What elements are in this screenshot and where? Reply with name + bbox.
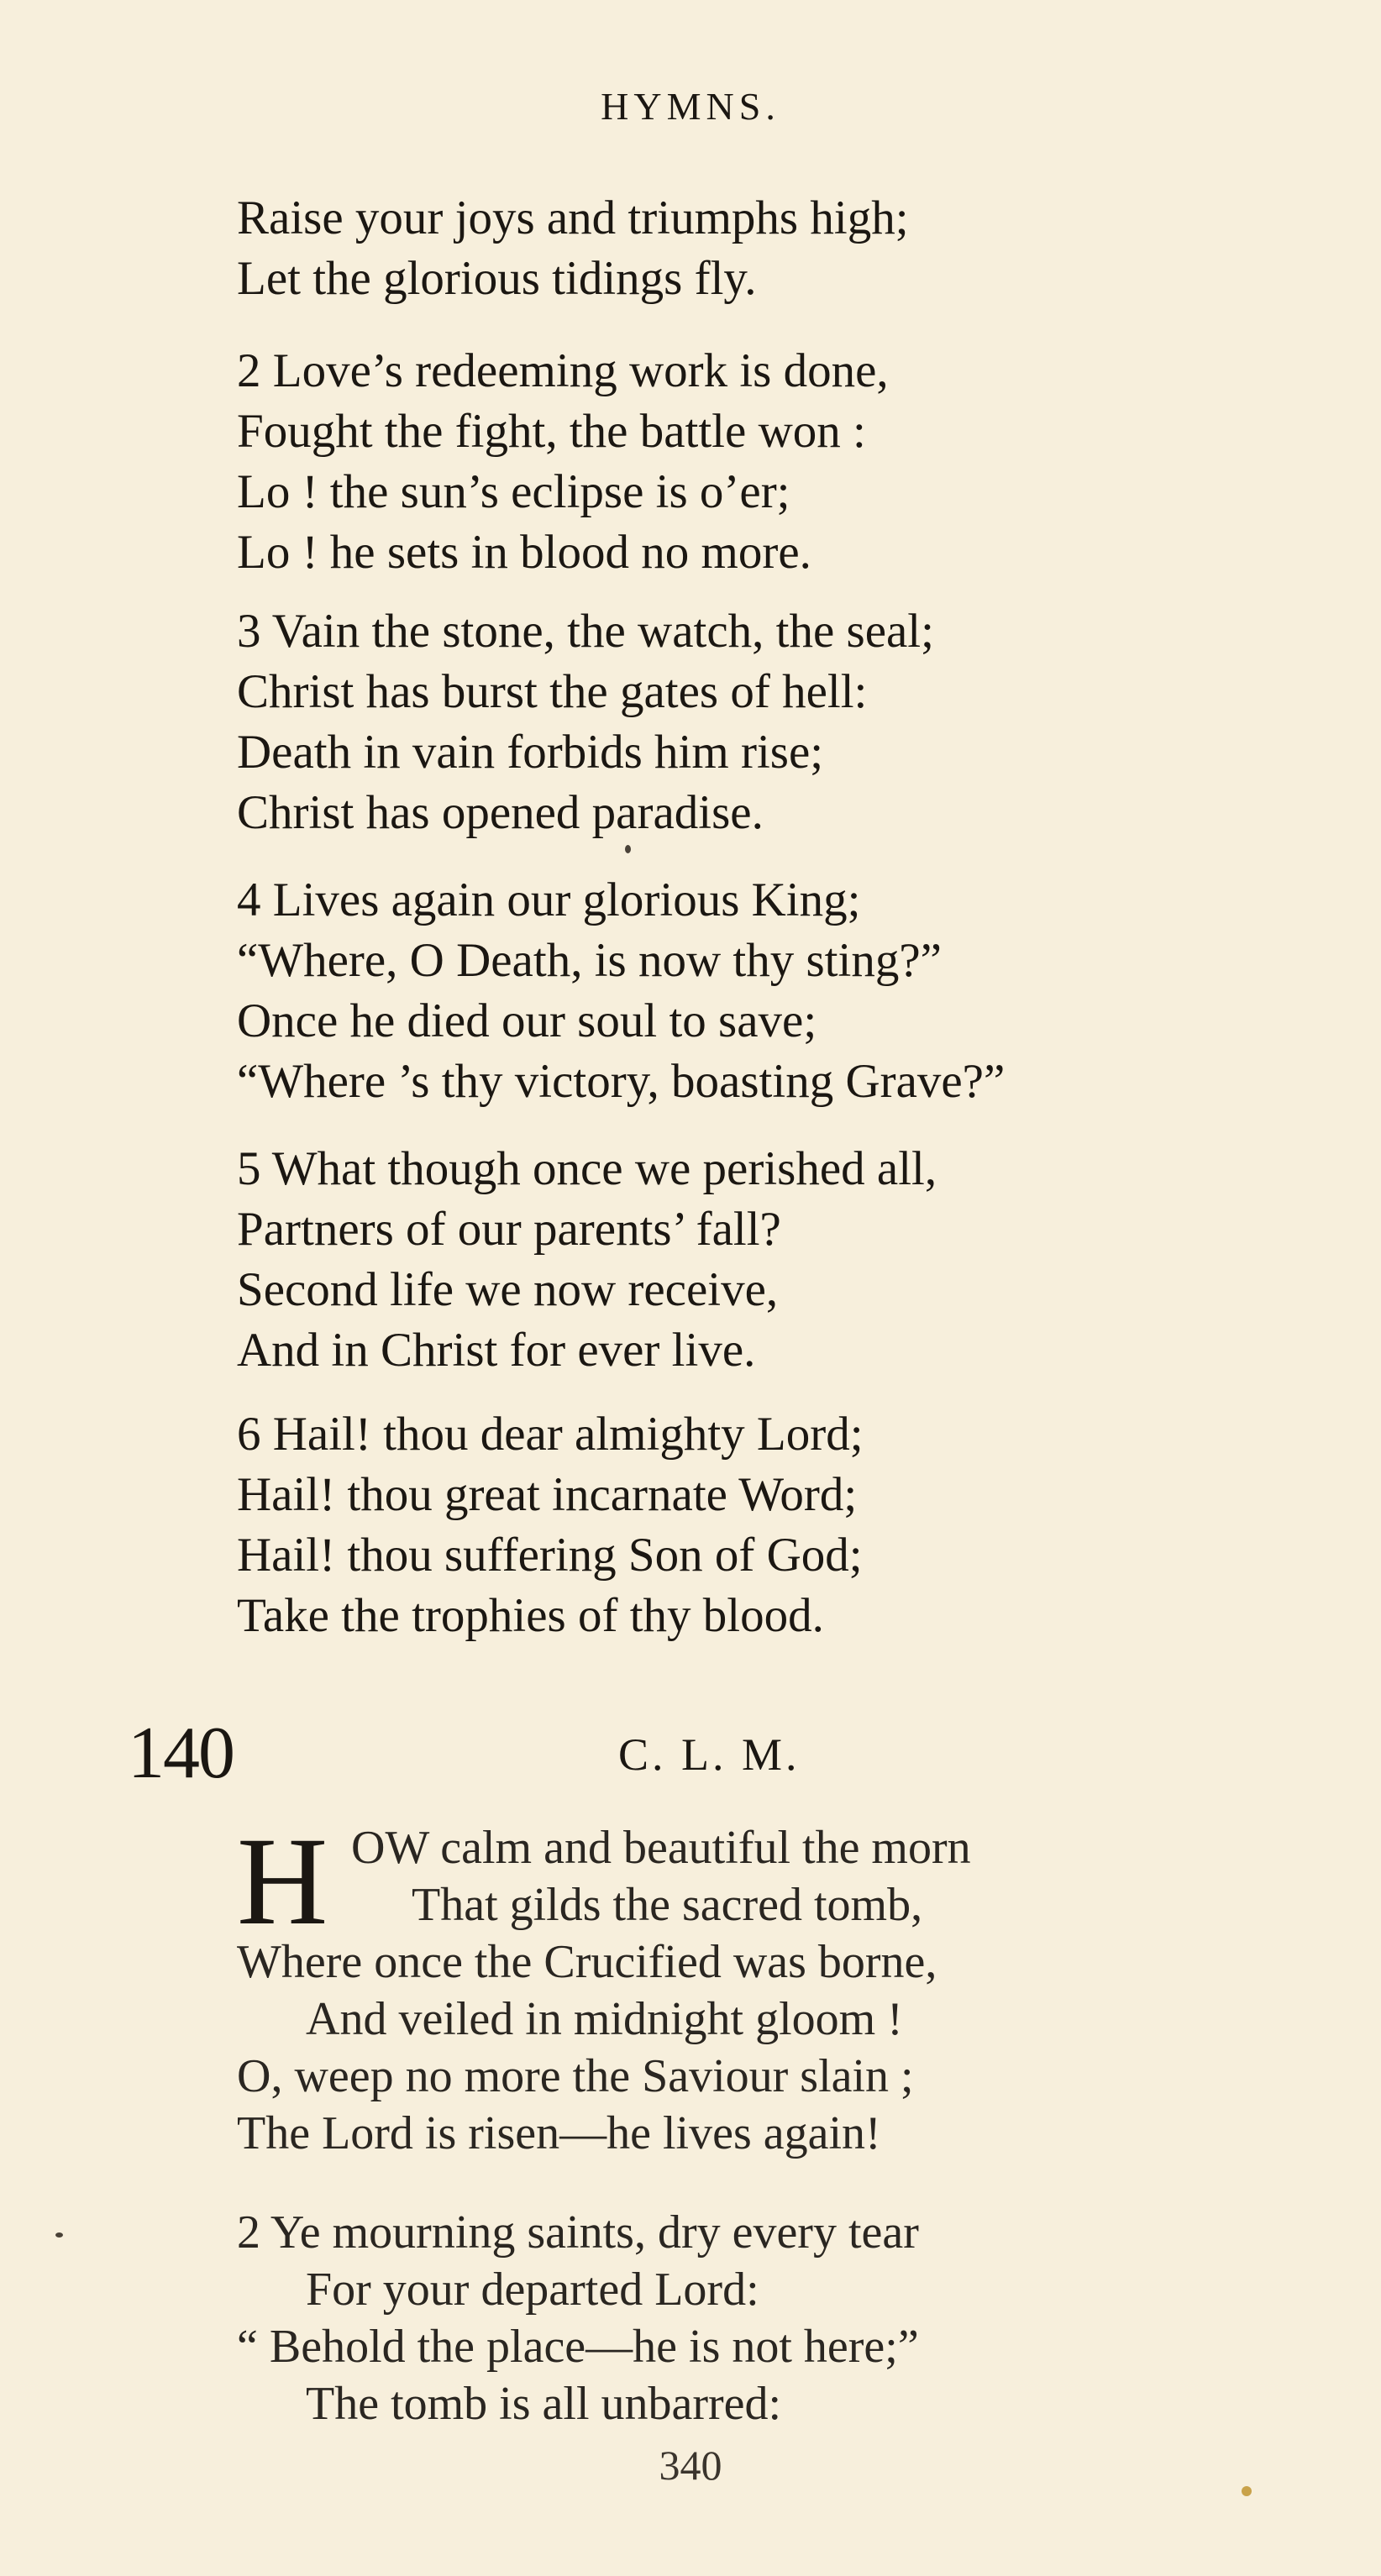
ink-speck [625,845,631,853]
page-number: 340 [659,2442,722,2489]
hymn-number: 140 [128,1713,234,1794]
verse-line: 2 Ye mourning saints, dry every tear [237,2206,919,2259]
stanza-2 [237,341,1329,583]
verse-line: Fought the fight, the battle won : [237,405,866,458]
verse-line: Partners of our parents’ fall? [237,1203,781,1256]
verse-line: 4 Lives again our glorious King; [237,874,861,926]
verse-line: Where once the Crucified was borne, [237,1936,937,1988]
verse-line: And in Christ for ever live. [237,1324,756,1377]
verse-line: O, weep no more the Saviour slain ; [237,2050,914,2102]
verse-line: “Where ’s thy victory, boasting Grave?” [237,1055,1006,1108]
verse-line: “ Behold the place—he is not here;” [237,2321,919,2373]
verse-line: Christ has burst the gates of hell: [237,665,868,718]
verse-line: That gilds the sacred tomb, [412,1879,923,1931]
verse-line: For your departed Lord: [306,2264,759,2316]
stanza-1 [237,188,1329,309]
stanza-4 [237,870,1329,1112]
running-head: HYMNS. [601,85,780,128]
verse-line: Christ has opened paradise. [237,786,764,839]
verse-line: Take the trophies of thy blood. [237,1589,824,1642]
verse-line: Raise your joys and triumphs high; [237,191,909,244]
hymn-meter: C. L. M. [618,1729,801,1780]
verse-line: The tomb is all unbarred: [306,2378,782,2430]
verse-line: 6 Hail! thou dear almighty Lord; [237,1408,864,1461]
verse-line: 2 Love’s redeeming work is done, [237,344,889,397]
verse-line: Lo ! the sun’s eclipse is o’er; [237,465,790,518]
stanza-3 [237,601,1329,843]
verse-line: Hail! thou suffering Son of God; [237,1529,863,1582]
ink-speck [55,2232,63,2238]
verse-line: And veiled in midnight gloom ! [306,1993,903,2045]
verse-line: Lo ! he sets in blood no more. [237,526,811,579]
stanza-6 [237,1404,1329,1646]
verse-line: “Where, O Death, is now thy sting?” [237,934,942,987]
hymn140-stanza-1 [237,1933,1329,2162]
verse-line: Let the glorious tidings fly. [237,252,757,305]
drop-cap: H [237,1812,328,1951]
verse-line: Hail! thou great incarnate Word; [237,1468,858,1521]
hymn140-opening [351,1819,1275,1933]
hymn140-stanza-2 [237,2204,1329,2432]
verse-line: 3 Vain the stone, the watch, the seal; [237,605,934,658]
verse-line: 5 What though once we perished all, [237,1142,937,1195]
verse-line: The Lord is risen—he lives again! [237,2107,881,2159]
verse-line: OW calm and beautiful the morn [351,1822,971,1874]
stanza-5 [237,1139,1329,1381]
verse-line: Death in vain forbids him rise; [237,726,824,779]
verse-line: Second life we now receive, [237,1263,779,1316]
verse-line: Once he died our soul to save; [237,994,817,1047]
ink-speck [1242,2486,1252,2496]
